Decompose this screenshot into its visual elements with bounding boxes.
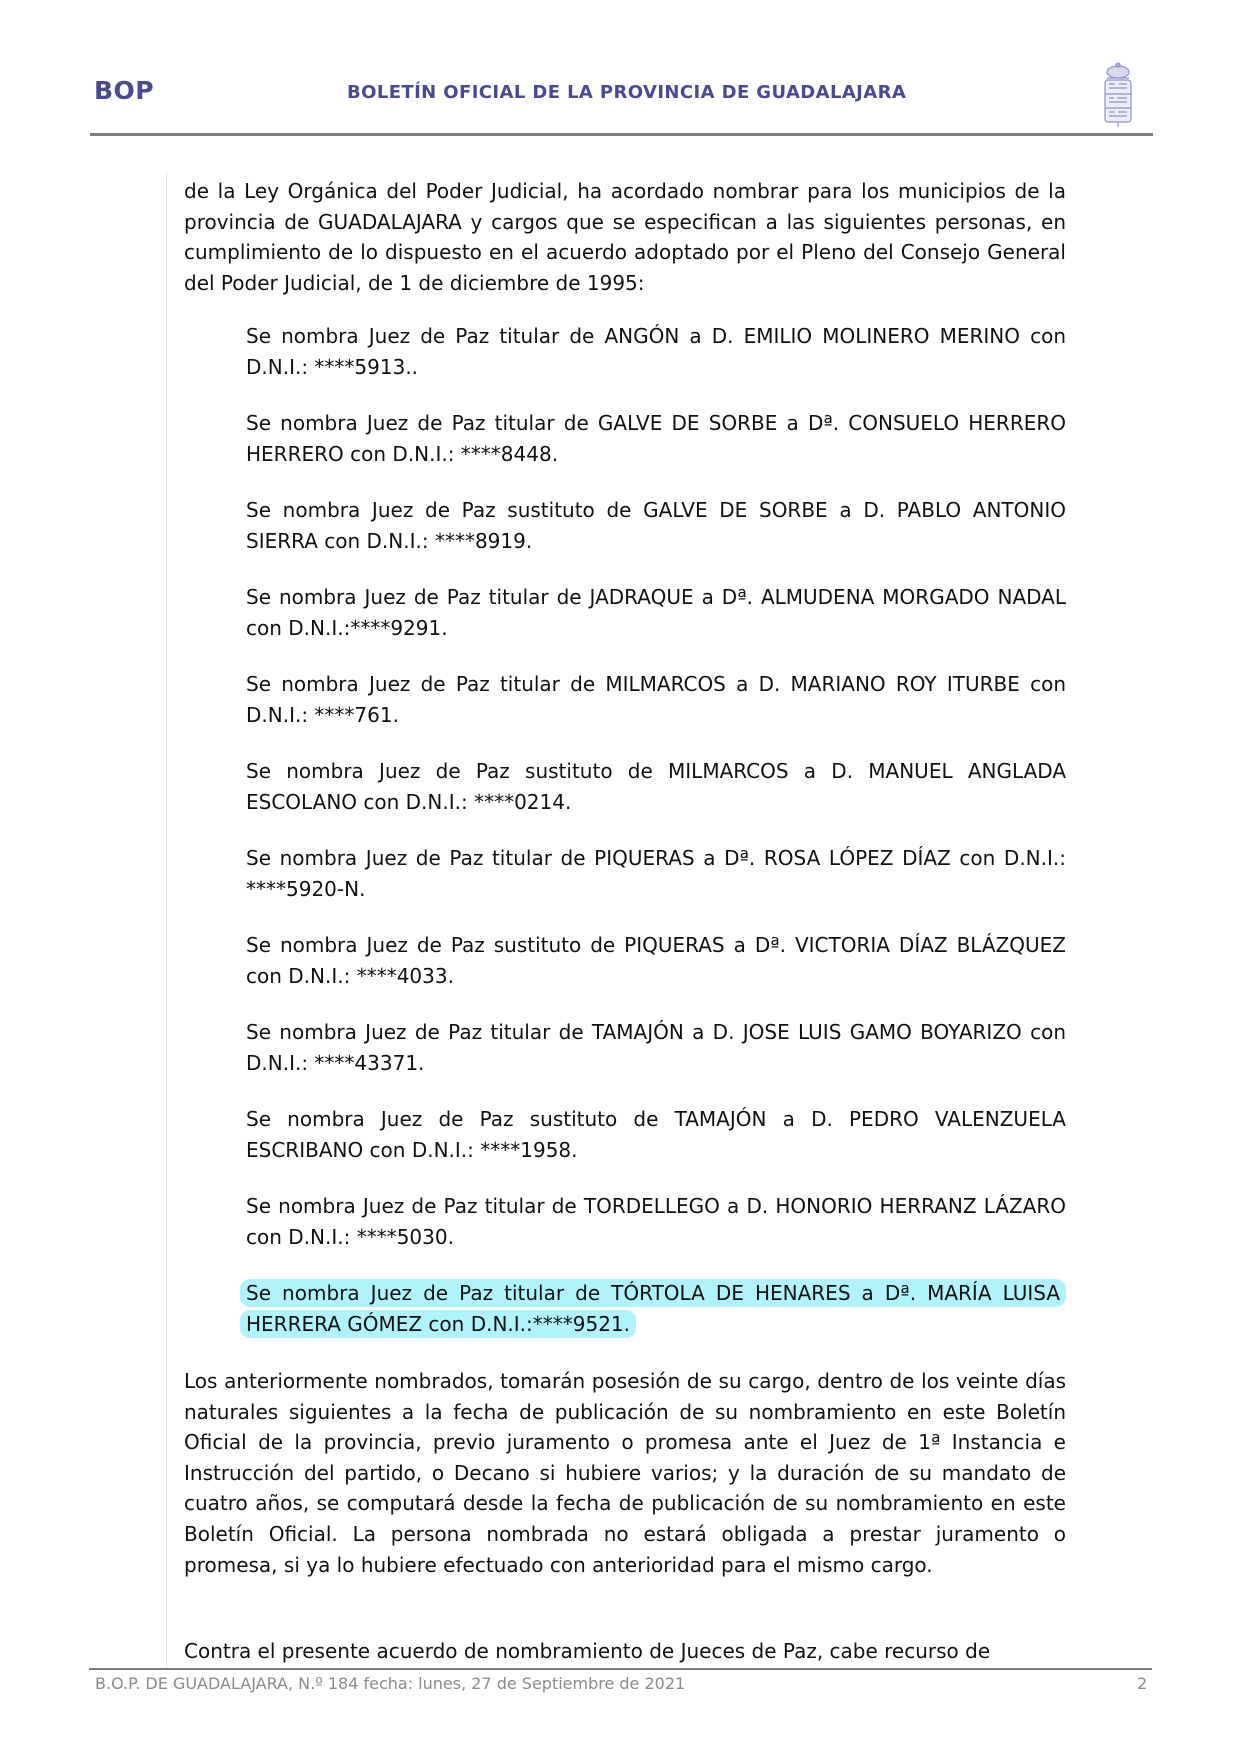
appointment-text: Se nombra Juez de Paz titular de MILMARCOS a D. MARIANO ROY ITURBE con D.N.I.: ****761. [246, 672, 1066, 727]
left-margin-rule [166, 172, 167, 1668]
appointment-item [246, 756, 1066, 817]
highlighted-text-selection[interactable]: Se nombra Juez de Paz titular de TÓRTOLA DE HENARES a Dª. MARÍA LUISA HERRERA GÓMEZ con D.N.I.:****9521. [240, 1279, 1066, 1338]
bulletin-title: BOLETÍN OFICIAL DE LA PROVINCIA DE GUADALAJARA [347, 82, 907, 103]
appointment-item [246, 1104, 1066, 1165]
page-number: 2 [1137, 1674, 1148, 1693]
appointment-text: Se nombra Juez de Paz titular de TORDELLEGO a D. HONORIO HERRANZ LÁZARO con D.N.I.: ****5030. [246, 1194, 1066, 1249]
footer-divider [89, 1668, 1152, 1670]
appointment-text: Se nombra Juez de Paz titular de JADRAQUE a Dª. ALMUDENA MORGADO NADAL con D.N.I.:****9291. [246, 585, 1066, 640]
appointment-item [246, 582, 1066, 643]
intro-paragraph: de la Ley Orgánica del Poder Judicial, ha acordado nombrar para los municipios de la provincia de GUADALAJARA y cargos que se especifican a las siguientes personas, en cumplimiento de lo dispuesto en el acuerdo adoptado por el Pleno del Consejo General del Poder Judicial, de 1 de diciembre de 1995: [184, 179, 1066, 295]
appointment-item [246, 843, 1066, 904]
appointments-list [246, 321, 1066, 1365]
appointment-text: Se nombra Juez de Paz sustituto de TAMAJÓN a D. PEDRO VALENZUELA ESCRIBANO con D.N.I.: ****1958. [246, 1107, 1066, 1162]
appointment-text: Se nombra Juez de Paz sustituto de PIQUERAS a Dª. VICTORIA DÍAZ BLÁZQUEZ con D.N.I.: ****4033. [246, 933, 1066, 988]
bop-logo-text: BOP [94, 76, 155, 105]
appointment-item [246, 495, 1066, 556]
appointment-item [246, 930, 1066, 991]
appointment-item [246, 1191, 1066, 1252]
appointment-text: Se nombra Juez de Paz titular de GALVE DE SORBE a Dª. CONSUELO HERRERO HERRERO con D.N.I.: ****8448. [246, 411, 1066, 466]
appointment-text: Se nombra Juez de Paz titular de TAMAJÓN a D. JOSE LUIS GAMO BOYARIZO con D.N.I.: ****43371. [246, 1020, 1066, 1075]
appeal-paragraph: Contra el presente acuerdo de nombramiento de Jueces de Paz, cabe recurso de [184, 1639, 991, 1663]
closing-paragraph: Los anteriormente nombrados, tomarán posesión de su cargo, dentro de los veinte días naturales siguientes a la fecha de publicación de su nombramiento en este Boletín Oficial de la provincia, previo juramento o promesa ante el Juez de 1ª Instancia e Instrucción del partido, o Decano si hubiere varios; y la duración de su mandato de cuatro años, se computará desde la fecha de publicación de su nombramiento en este Boletín Oficial. La persona nombrada no estará obligada a prestar juramento o promesa, si ya lo hubiere efectuado con anterioridad para el mismo cargo. [184, 1369, 1066, 1577]
appointment-text: Se nombra Juez de Paz titular de ANGÓN a D. EMILIO MOLINERO MERINO con D.N.I.: ****5913.. [246, 324, 1066, 379]
appointment-item [246, 321, 1066, 382]
appointment-item [246, 408, 1066, 469]
appointment-item [246, 1017, 1066, 1078]
appointment-item [246, 669, 1066, 730]
footer-issue-info: B.O.P. DE GUADALAJARA, N.º 184 fecha: lunes, 27 de Septiembre de 2021 [95, 1674, 686, 1693]
appointment-text: Se nombra Juez de Paz sustituto de GALVE DE SORBE a D. PABLO ANTONIO SIERRA con D.N.I.: ****8919. [246, 498, 1066, 553]
header-divider [90, 133, 1153, 136]
coat-of-arms-icon [1102, 62, 1134, 128]
appointment-text: Se nombra Juez de Paz sustituto de MILMARCOS a D. MANUEL ANGLADA ESCOLANO con D.N.I.: ****0214. [246, 759, 1066, 814]
appointment-text: Se nombra Juez de Paz titular de PIQUERAS a Dª. ROSA LÓPEZ DÍAZ con D.N.I.: ****5920-N. [246, 846, 1066, 901]
appointment-item-highlighted[interactable] [246, 1278, 1066, 1339]
